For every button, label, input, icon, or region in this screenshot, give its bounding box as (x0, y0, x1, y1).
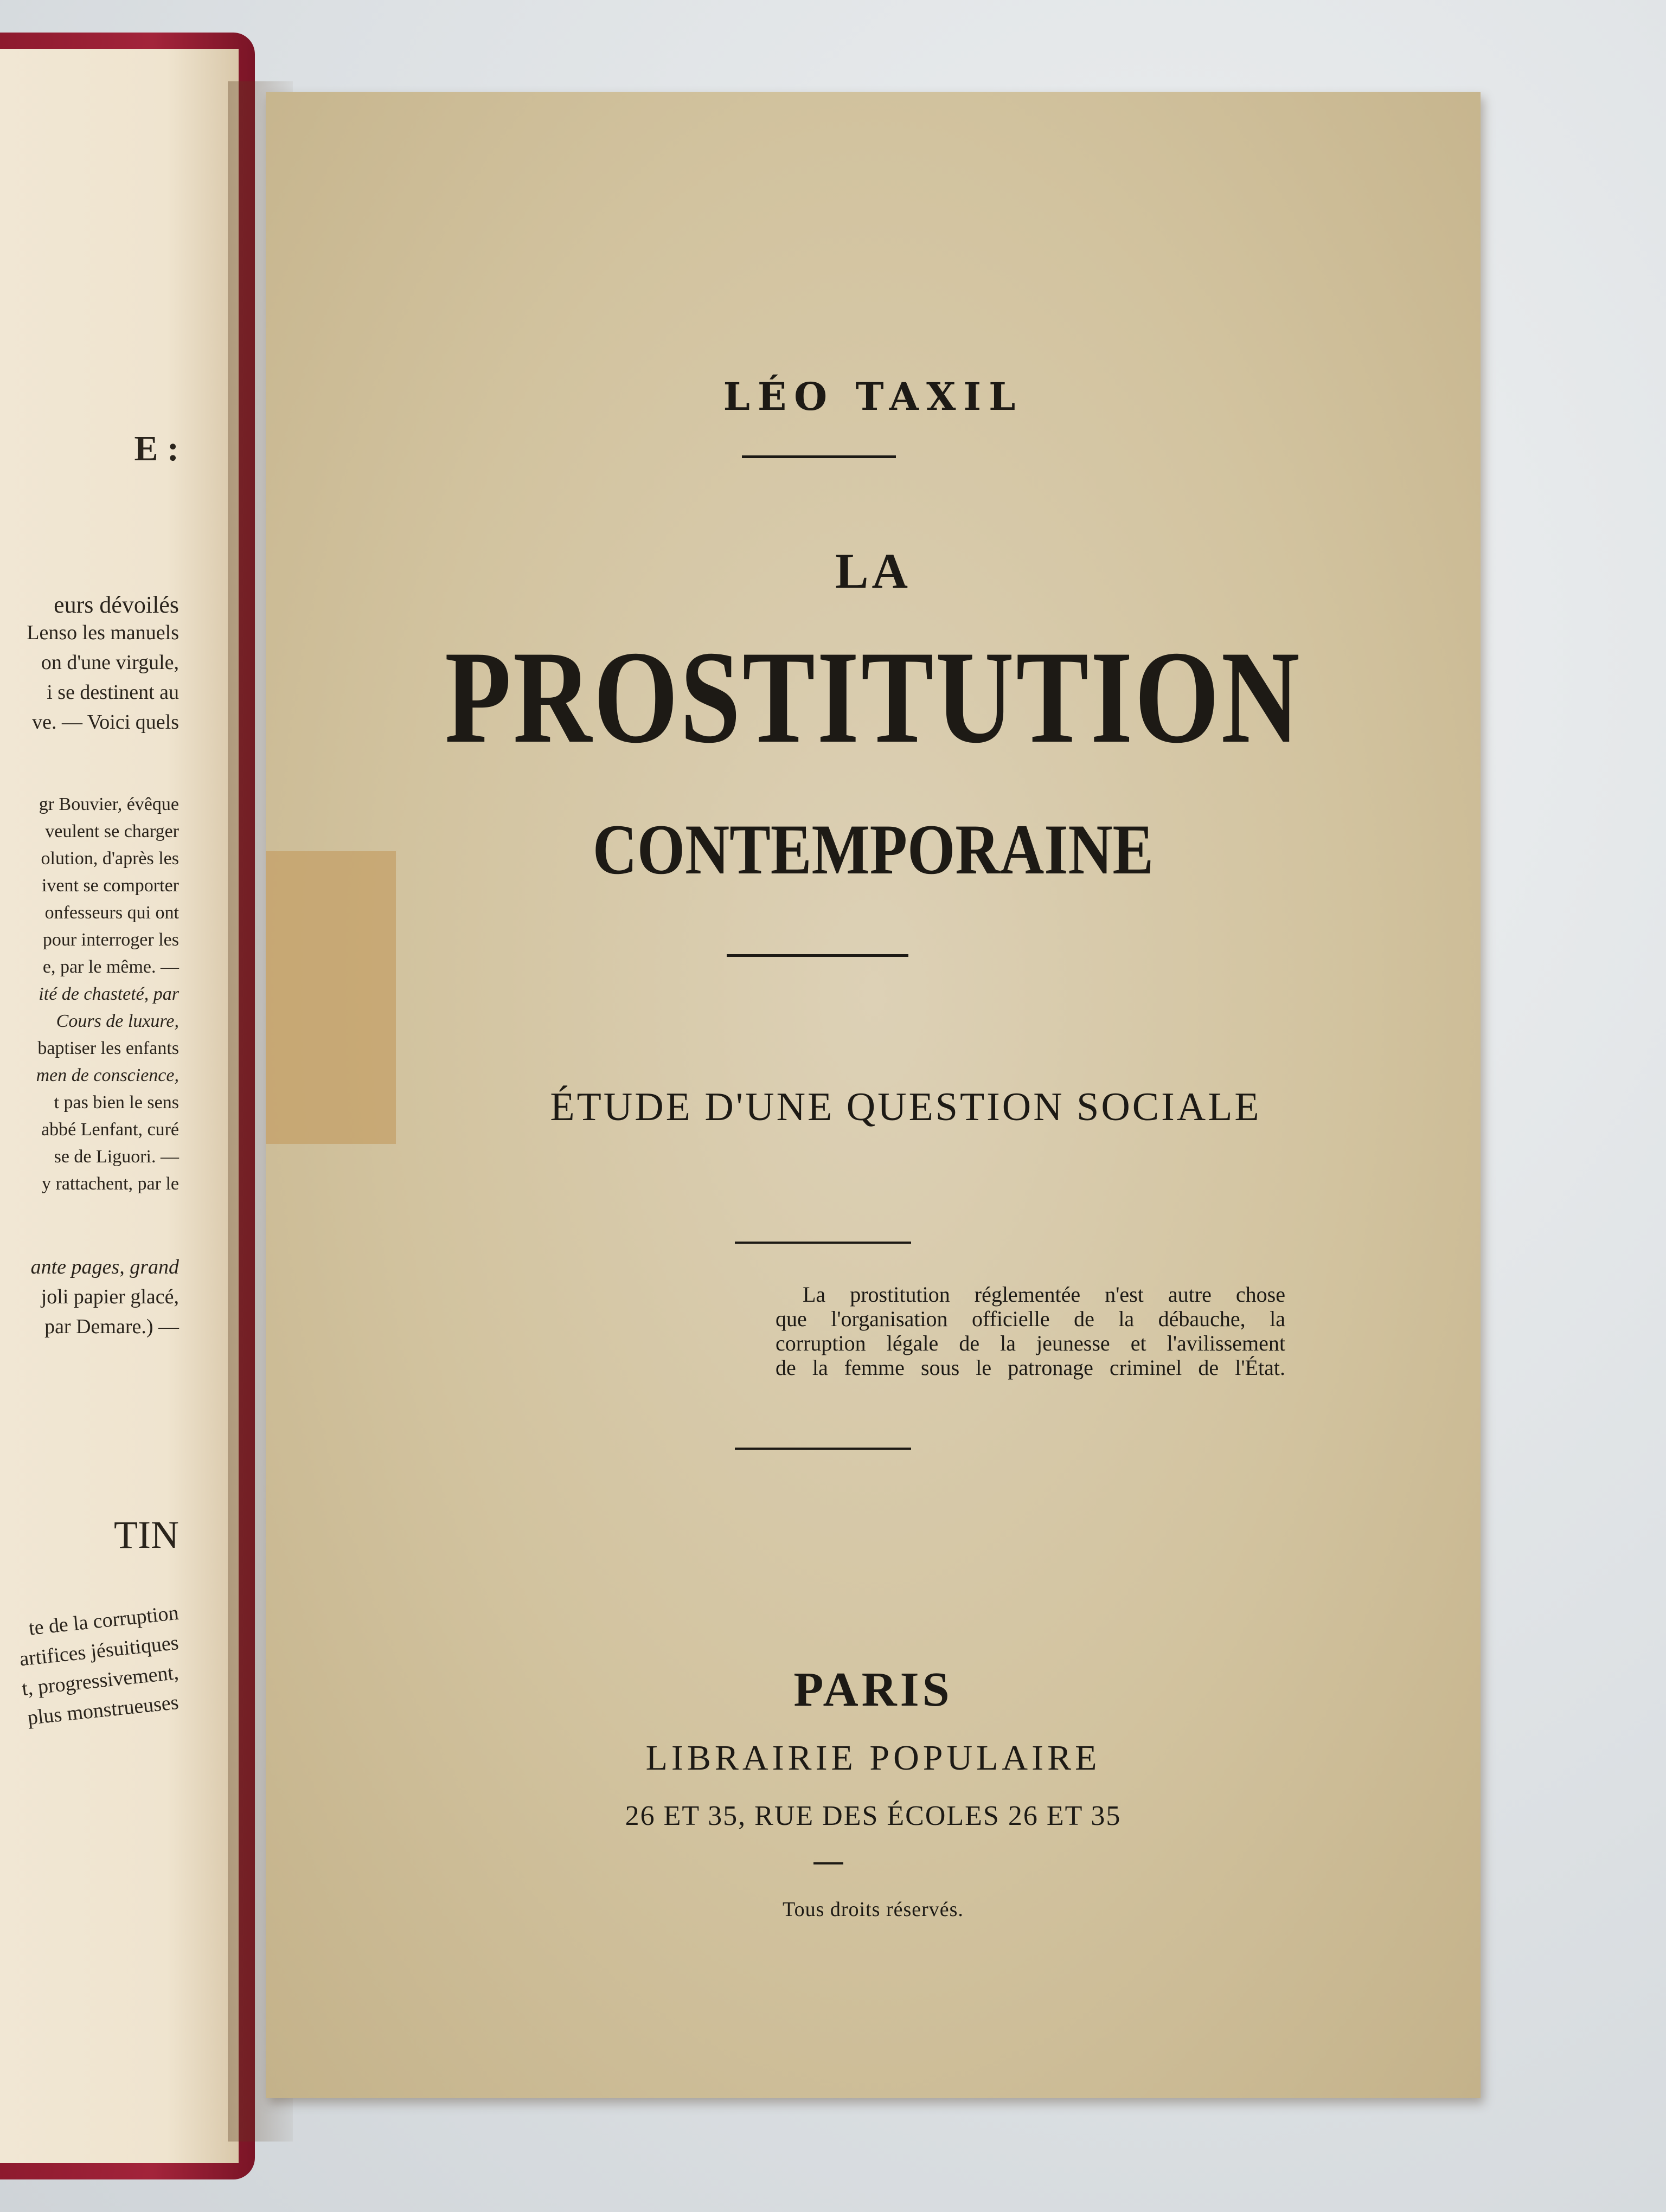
epigraph (776, 1282, 1285, 1380)
left-page-line: par Demare.) — (44, 1315, 179, 1338)
divider-rule (742, 455, 896, 458)
left-page-line: i se destinent au (47, 681, 179, 704)
left-page-line: TIN (114, 1513, 179, 1557)
left-page-line: olution, d'après les (41, 848, 179, 869)
title-page-content (266, 92, 1481, 2098)
left-page-line: artifices jésuitiques (18, 1631, 180, 1671)
left-page-line: onfesseurs qui ont (44, 903, 179, 923)
publication-city: PARIS (793, 1663, 953, 1716)
left-page-line: pour interroger les (42, 930, 179, 950)
publisher-address: 26 ET 35, RUE DES ÉCOLES 26 ET 35 (625, 1801, 1122, 1831)
epigraph-line: La prostitution réglementée n'est autre chose (803, 1282, 1285, 1307)
rights-notice: Tous droits réservés. (783, 1898, 964, 1921)
left-page-line: Cours de luxure, (56, 1011, 179, 1031)
left-page-line: on d'une virgule, (41, 651, 179, 674)
left-page-line: Lenso les manuels (27, 621, 179, 644)
epigraph-line: de la femme sous le patronage criminel de l'État. (776, 1355, 1285, 1380)
left-page-line: y rattachent, par le (42, 1174, 179, 1194)
left-page-line: se de Liguori. — (54, 1147, 179, 1167)
left-page-line: men de conscience, (36, 1065, 179, 1085)
epigraph-line: corruption légale de la jeunesse et l'avilissement (776, 1331, 1285, 1355)
left-page-line: baptiser les enfants (37, 1038, 179, 1058)
left-page-line: ve. — Voici quels (32, 711, 179, 734)
left-page-line: E : (134, 429, 179, 468)
book-title: PROSTITUTION (445, 623, 1302, 770)
left-page-line: ivent se comporter (41, 876, 179, 896)
left-facing-page (0, 49, 239, 2163)
divider-rule (727, 954, 908, 957)
left-page-line: ante pages, grand (30, 1256, 179, 1278)
left-page-line: te de la corruption (27, 1601, 180, 1640)
divider-rule (735, 1242, 911, 1244)
short-dash (813, 1862, 843, 1864)
epigraph-line: que l'organisation officielle de la débauche, la (776, 1307, 1285, 1331)
book-subject: ÉTUDE D'UNE QUESTION SOCIALE (550, 1085, 1261, 1129)
title-article: LA (835, 543, 911, 599)
left-page-line: joli papier glacé, (41, 1285, 179, 1308)
divider-rule (735, 1448, 911, 1450)
title-page (266, 92, 1481, 2098)
left-page-line: veulent se charger (45, 821, 179, 841)
left-page-line: t, progressivement, (21, 1661, 180, 1700)
left-page-line: eurs dévoilés (54, 591, 179, 618)
left-page-line: abbé Lenfant, curé (41, 1120, 179, 1140)
left-page-line: t pas bien le sens (54, 1092, 179, 1113)
left-page-line: ité de chasteté, par (39, 984, 179, 1004)
author-name: LÉO TAXIL (723, 374, 1023, 419)
left-page-line: e, par le même. — (42, 957, 179, 977)
left-page-line: gr Bouvier, évêque (39, 794, 179, 814)
publisher-name: LIBRAIRIE POPULAIRE (645, 1738, 1101, 1778)
book-subtitle: CONTEMPORAINE (592, 809, 1154, 889)
left-page-line: plus monstrueuses (26, 1690, 180, 1729)
